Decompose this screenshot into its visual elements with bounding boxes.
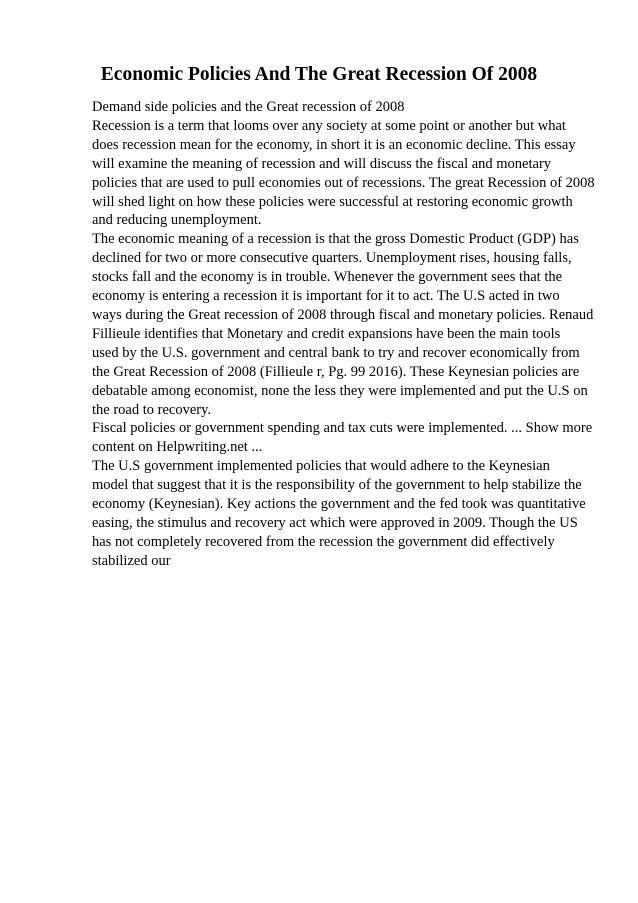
body-line: the road to recovery. [92,401,212,418]
body-line: has not completely recovered from the recession the government did effectively [92,533,555,550]
body-line: ways during the Great recession of 2008 through fiscal and monetary policies. Renaud [92,306,594,323]
body-line: stocks fall and the economy is in trouble. Whenever the government sees that the [92,269,563,286]
body-line: Fillieule identifies that Monetary and credit expansions have been the main tools [92,325,561,342]
document-title: Economic Policies And The Great Recession Of 2008 [100,64,538,85]
body-line: Demand side policies and the Great recession of 2008 [92,99,405,115]
body-line: and reducing unemployment. [92,212,262,229]
body-line: stabilized our [92,552,171,569]
body-line: Fiscal policies or government spending and tax cuts were implemented. ... Show more [92,420,593,437]
body-line: The U.S government implemented policies that would adhere to the Keynesian [92,458,550,475]
body-line: the Great Recession of 2008 (Fillieule r, Pg. 99 2016). These Keynesian policies are [92,363,580,380]
body-line: easing, the stimulus and recovery act which were approved in 2009. Though the US [92,514,578,531]
body-line: debatable among economist, none the less they were implemented and put the U.S on [92,382,588,399]
body-line: does recession mean for the economy, in short it is an economic decline. This essay [92,136,576,153]
body-line: will shed light on how these policies were successful at restoring economic growth [92,193,573,210]
body-line: used by the U.S. government and central bank to try and recover economically from [92,344,580,361]
body-line: will examine the meaning of recession and will discuss the fiscal and monetary [92,155,552,172]
body-line: content on Helpwriting.net ... [92,439,263,456]
body-line: declined for two or more consecutive quarters. Unemployment rises, housing falls, [92,250,572,267]
document-body [92,98,600,571]
body-line: economy (Keynesian). Key actions the government and the fed took was quantitative [92,496,586,513]
body-line: The economic meaning of a recession is that the gross Domestic Product (GDP) has [92,231,579,248]
body-line: Recession is a term that looms over any society at some point or another but what [92,117,566,134]
body-line: model that suggest that it is the responsibility of the government to help stabilize the [92,477,582,494]
body-line: economy is entering a recession it is important for it to act. The U.S acted in two [92,288,560,305]
body-line: policies that are used to pull economies out of recessions. The great Recession of 2008 [92,174,595,191]
